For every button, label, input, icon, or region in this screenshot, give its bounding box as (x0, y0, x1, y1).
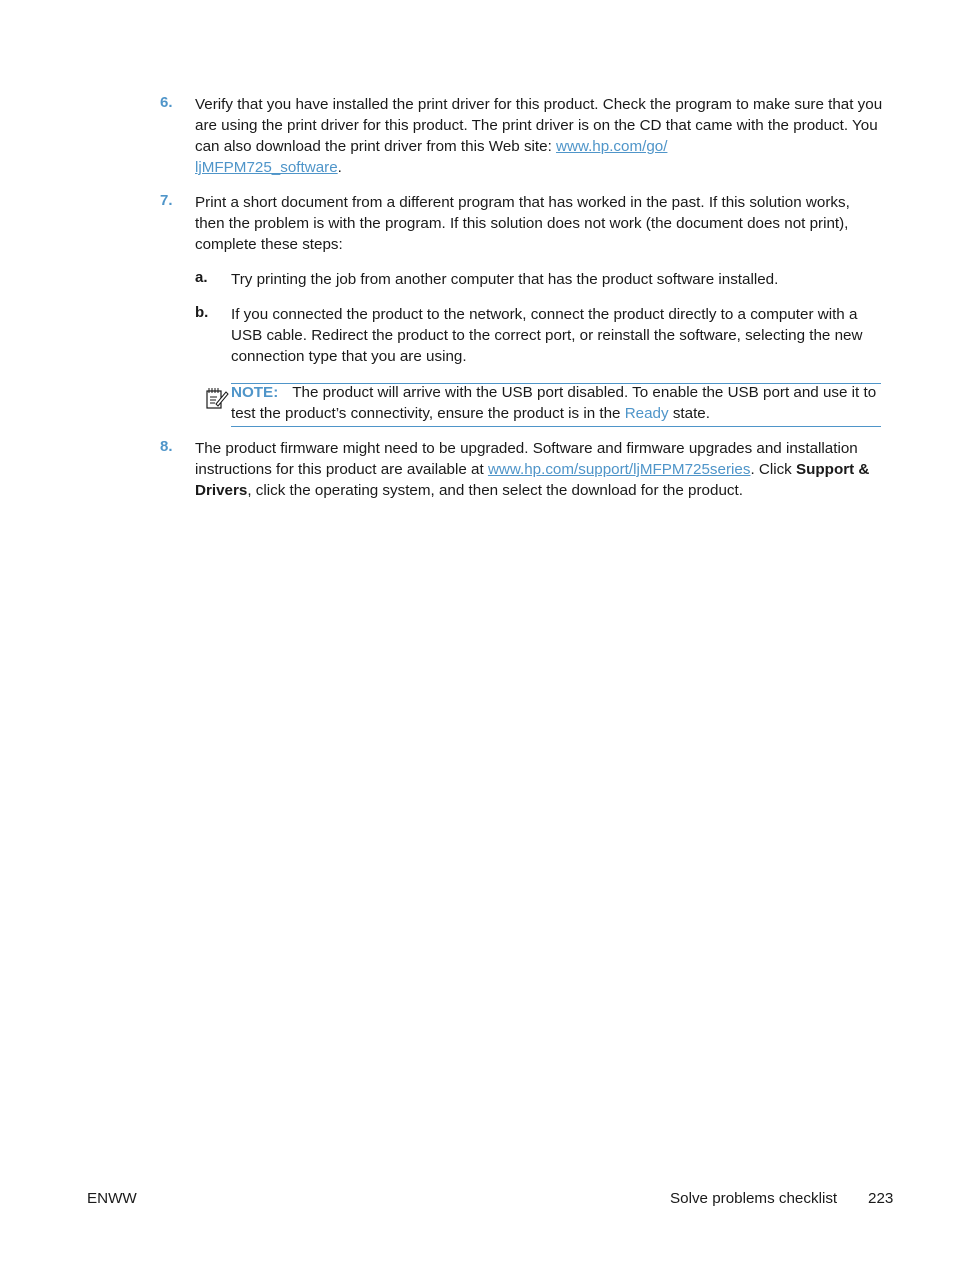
page-number: 223 (868, 1190, 894, 1207)
step-text-part: The product firmware might need to be upgraded. Software and firmware upgrades and installation instructions for this product are available at (195, 440, 858, 478)
step-text-end: . (337, 159, 342, 176)
substep-label-a: a. (195, 269, 208, 286)
note-text (231, 382, 883, 424)
link-part-1: www.hp.com/go/ (556, 138, 668, 155)
step-text-part: . Click (750, 461, 796, 478)
link-part-2: ljMFPM725_software (195, 159, 338, 176)
support-drivers-term: Support & Drivers (195, 461, 870, 499)
substep-text-b: If you connected the product to the network, connect the product directly to a computer with a USB cable. Redirect the product to the correct port, or reinstall the software, selecting the new connection type that you are using. (231, 306, 863, 365)
note-text-end: state. (668, 405, 710, 422)
step-text: Print a short document from a different program that has worked in the past. If this solution works, then the problem is with the program. If this solution does not work (the document does not print), complete these steps: (195, 194, 850, 253)
support-link[interactable]: www.hp.com/support/ljMFPM725series (487, 461, 751, 478)
note-label: NOTE: (231, 384, 279, 401)
step-text-end: , click the operating system, and then select the download for the product. (247, 482, 743, 499)
note-icon (204, 385, 230, 411)
footer-section: Solve problems checklist (670, 1190, 838, 1207)
substep-label-b: b. (195, 304, 209, 321)
step-text-part: Verify that you have installed the print driver for this product. Check the program to make sure that you are using the print driver for this product. The print driver is on the CD that came with the product. You can also download the print driver from this Web site: (195, 96, 883, 155)
step-text (195, 94, 883, 178)
step-number: 6. (160, 94, 173, 111)
footer-left: ENWW (87, 1190, 137, 1207)
note-text-part: The product will arrive with the USB port disabled. To enable the USB port and use it to test the product’s connectivity, ensure the product is in the (231, 384, 877, 422)
step-number: 7. (160, 192, 173, 209)
substep-text-a: Try printing the job from another computer that has the product software installed. (231, 271, 779, 288)
step-number: 8. (160, 438, 173, 455)
step-text (195, 438, 883, 501)
ready-state-term: Ready (624, 405, 669, 422)
